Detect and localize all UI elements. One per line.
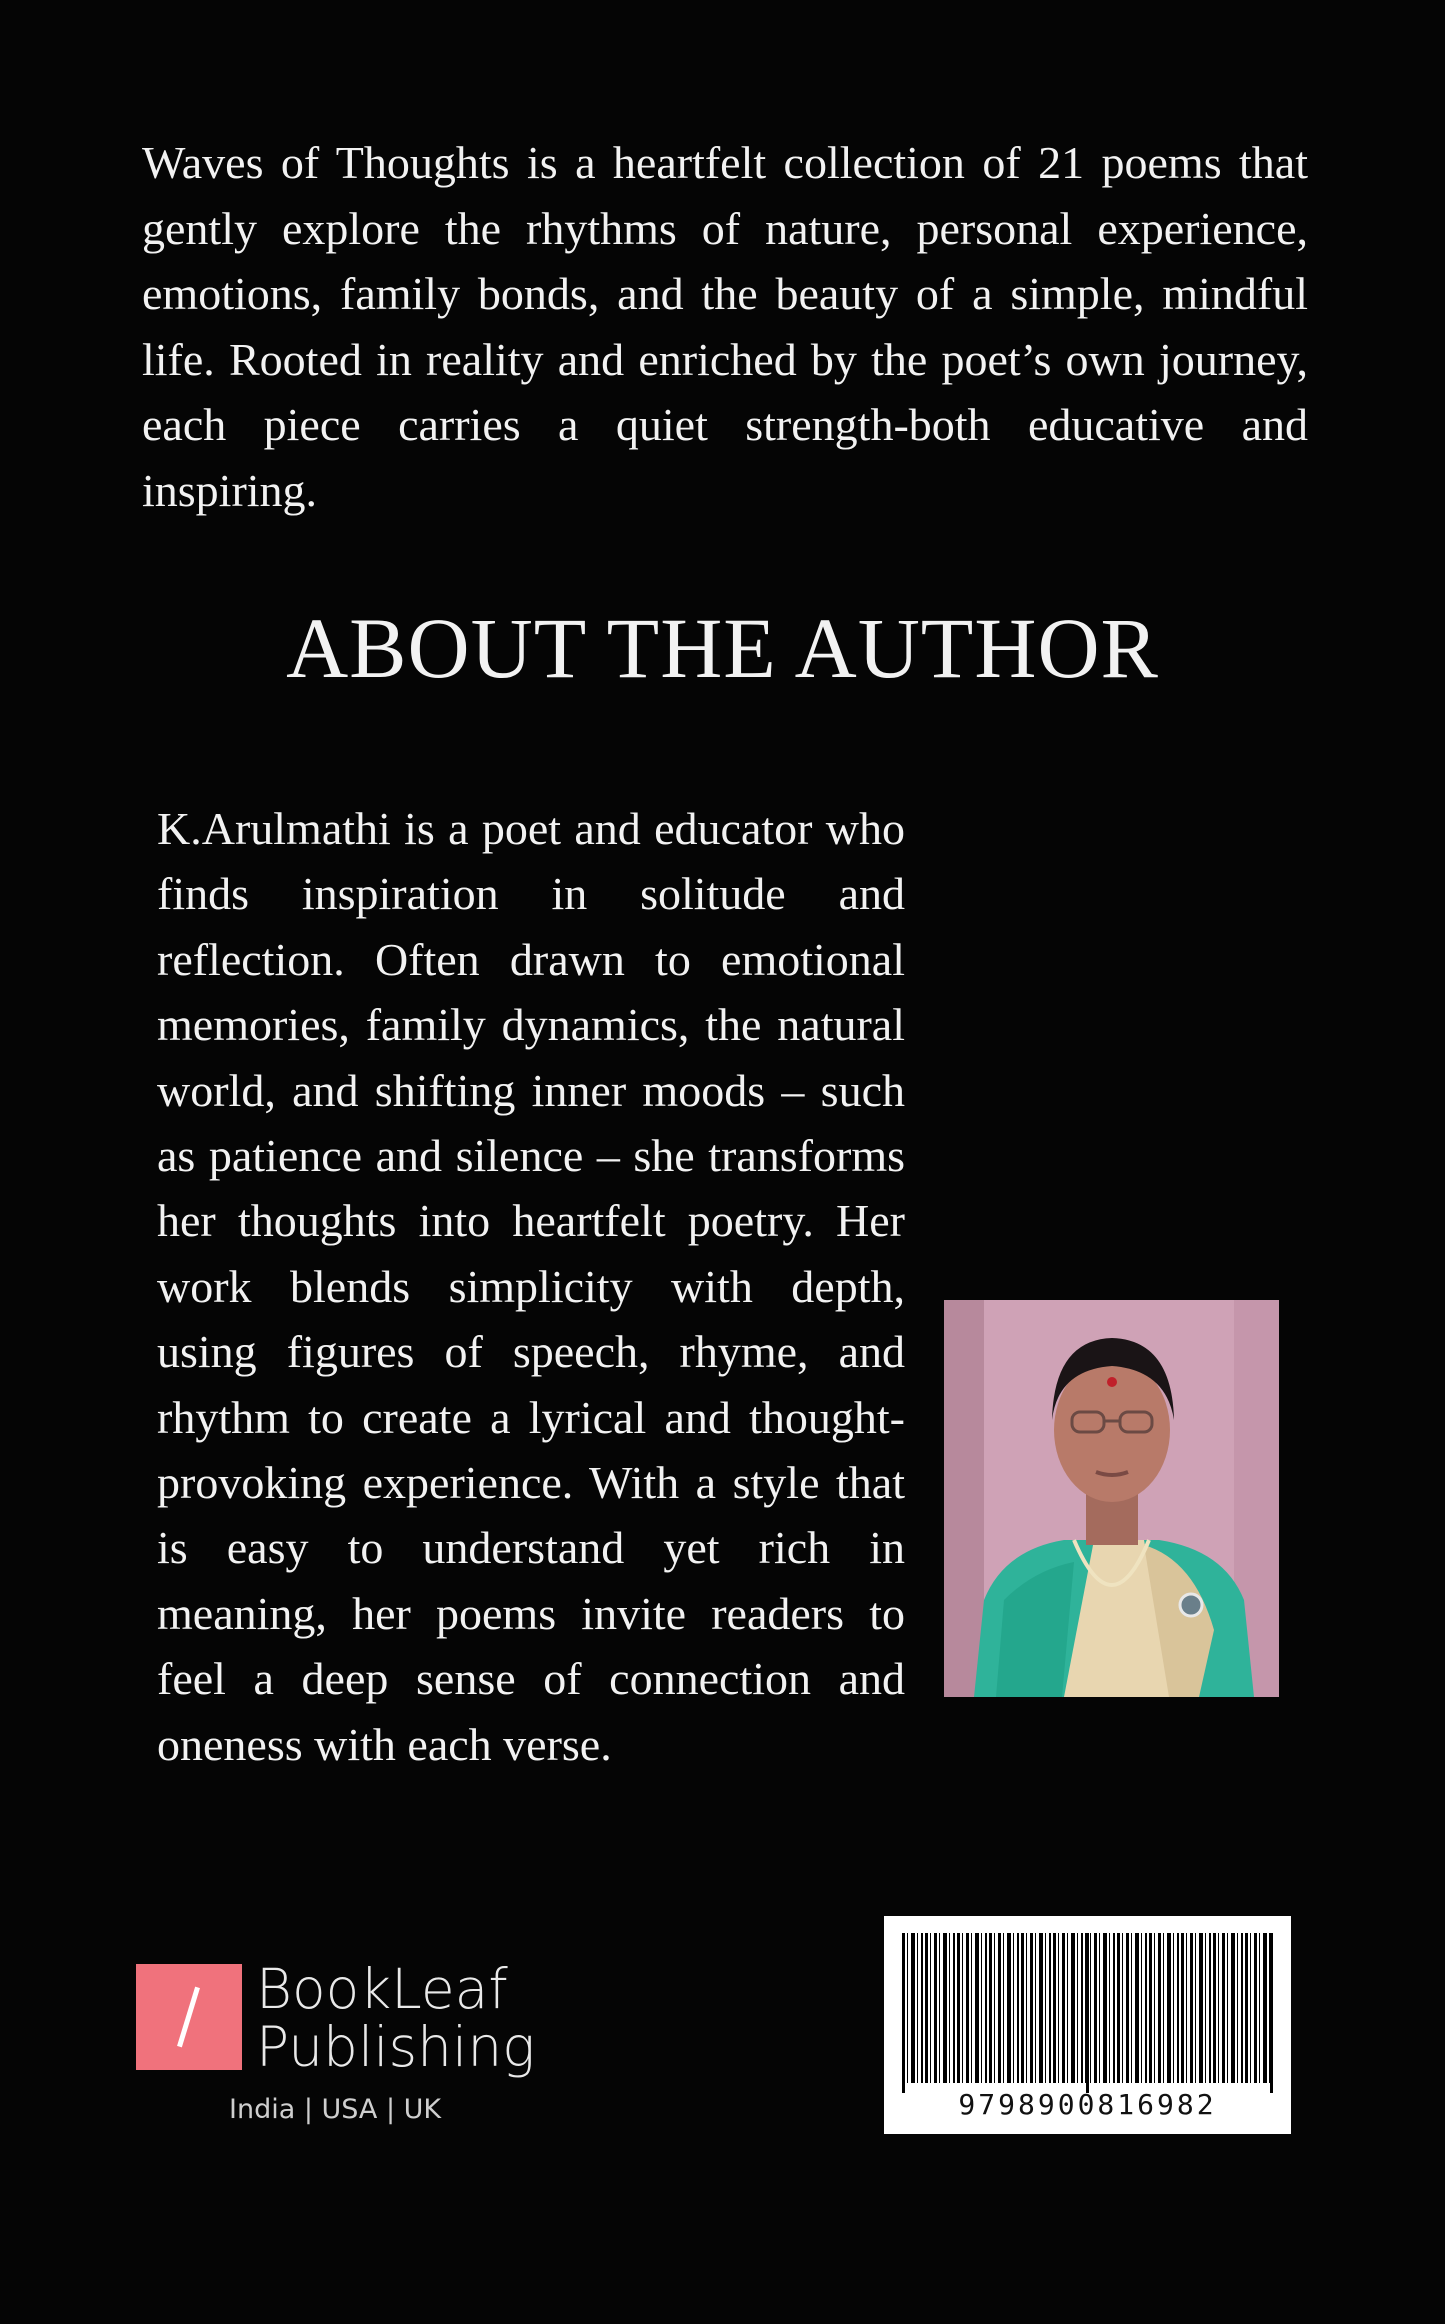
author-bio: K.Arulmathi is a poet and educator who finds inspiration in solitude and reflection. Often drawn to emotional memories, family dynamics, the natural world, and shifting inner moods – such as patience and silence – she transforms her thoughts into heartfelt poetry. Her work blends simplicity with depth, using figures of speech, rhyme, and rhythm to create a lyrical and thought-provoking experience. With a style that is easy to understand yet rich in meaning, her poems invite readers to feel a deep sense of connection and oneness with each verse. — [157, 803, 905, 1770]
publisher-regions: India | USA | UK — [229, 2094, 442, 2125]
about-author-heading: ABOUT THE AUTHOR — [286, 600, 1159, 696]
back-cover-blurb: Waves of Thoughts is a heartfelt collection of 21 poems that gently explore the rhythms of nature, personal experience, emotions, family bonds, and the beauty of a simple, mindful life. Rooted in reality and enriched by the poet’s own journey, each piece carries a quiet strength-both educative and inspiring. — [142, 137, 1308, 516]
publisher-logo — [136, 1957, 536, 2134]
barcode-guard-right — [1270, 1933, 1273, 2093]
barcode-guard-left — [902, 1933, 905, 2093]
author-photo — [944, 1300, 1279, 1697]
publisher-name: BookLeaf Publishing — [256, 1957, 536, 2079]
isbn-number: 9798900816982 — [958, 2088, 1217, 2121]
slash-icon — [136, 1964, 242, 2070]
isbn-barcode — [884, 1916, 1291, 2134]
barcode-guard-center — [1086, 1933, 1089, 2093]
